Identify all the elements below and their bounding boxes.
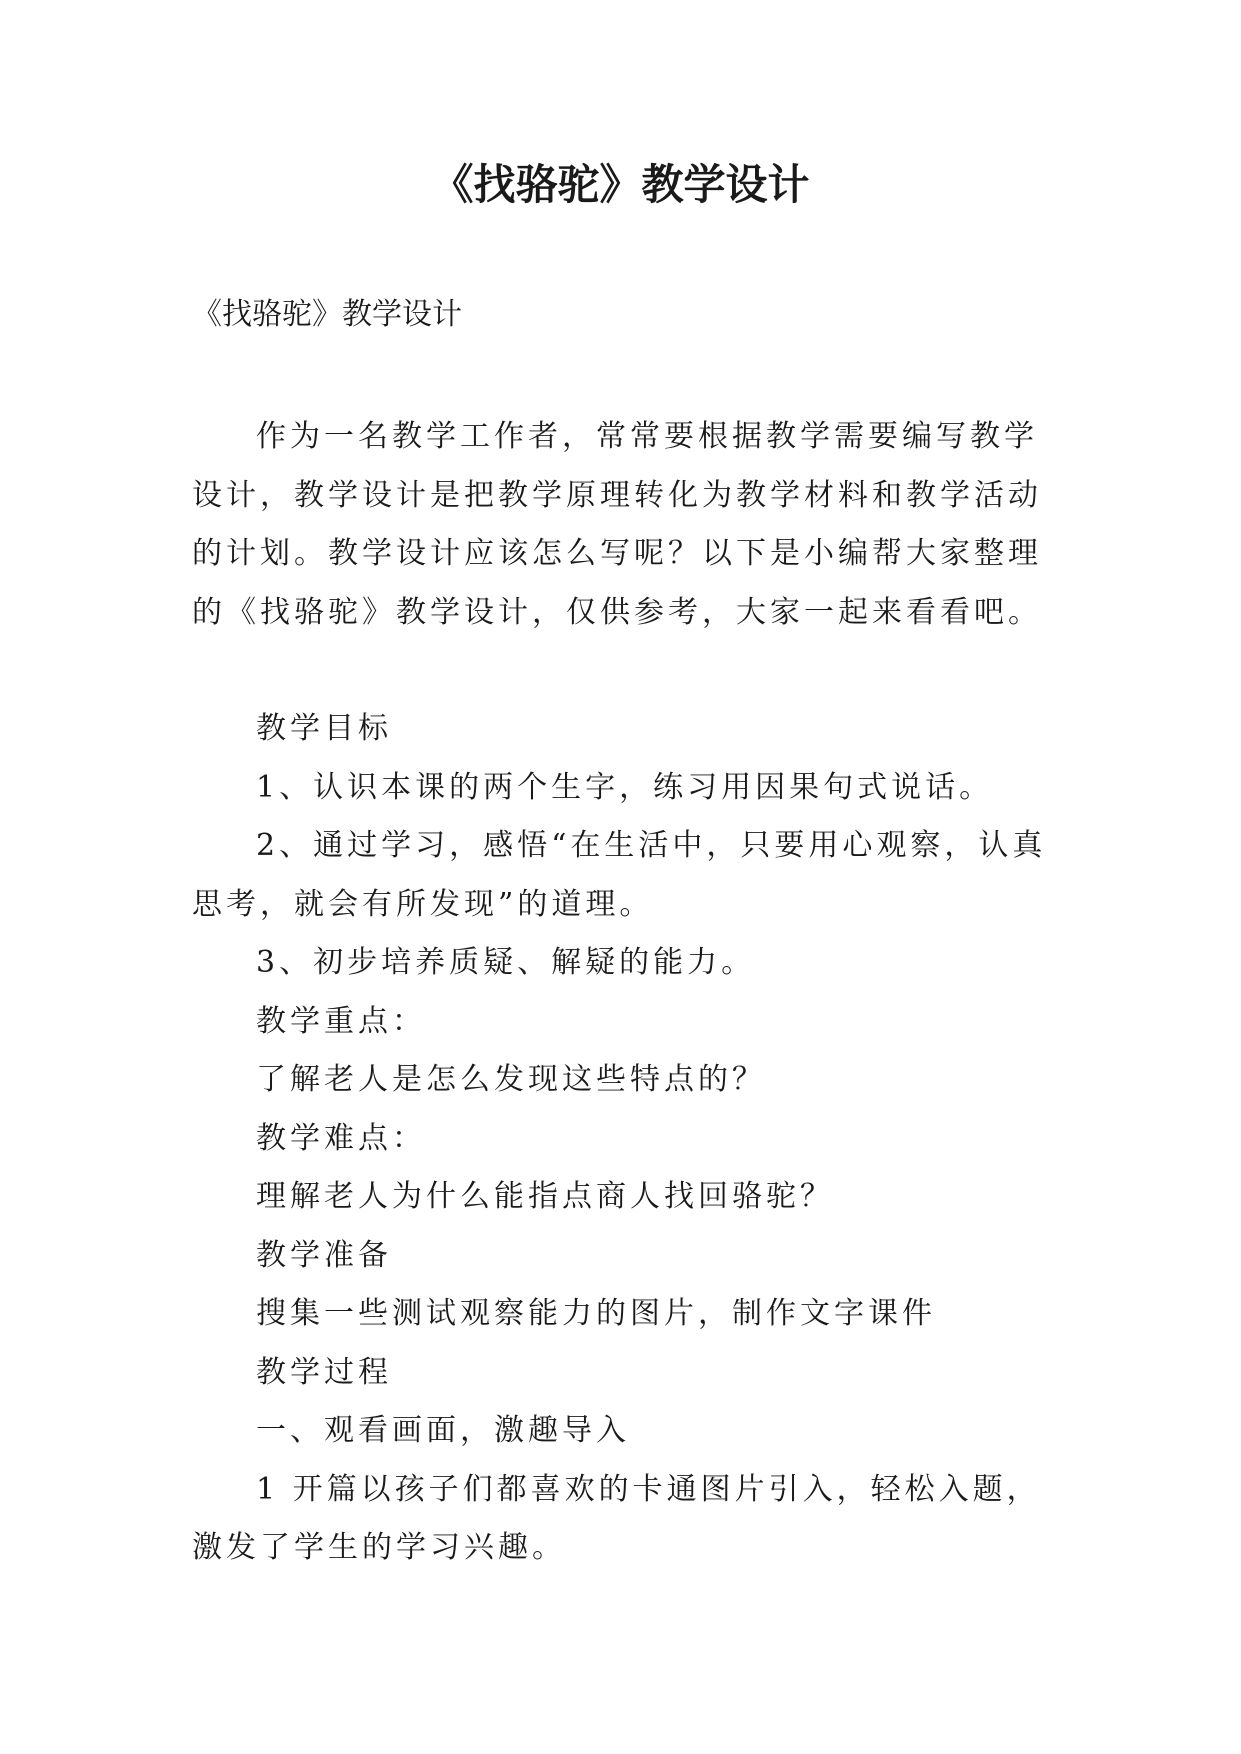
prep-heading: 教学准备 bbox=[256, 1237, 392, 1273]
key-text: 了解老人是怎么发现这些特点的？ bbox=[256, 1062, 766, 1097]
document-subtitle: 《找骆驼》教学设计 bbox=[192, 297, 462, 332]
process-heading: 教学过程 bbox=[256, 1354, 392, 1390]
intro-paragraph: 作为一名教学工作者，常常要根据教学需要编写教学设计，教学设计是把教学原理转化为教学材料和教学活动的计划。教学设计应该怎么写呢？以下是小编帮大家整理的《找骆驼》教学设计，仅供参考，大家一起来看看吧。 bbox=[192, 419, 1042, 630]
step-1-heading: 一、观看画面，激趣导入 bbox=[256, 1413, 630, 1448]
prep-text: 搜集一些测试观察能力的图片，制作文字课件 bbox=[256, 1296, 936, 1331]
difficulty-heading: 教学难点： bbox=[256, 1120, 426, 1156]
key-heading: 教学重点： bbox=[256, 1003, 426, 1039]
goals-heading: 教学目标 bbox=[256, 711, 392, 746]
difficulty-text: 理解老人为什么能指点商人找回骆驼？ bbox=[256, 1179, 834, 1214]
document-body bbox=[192, 408, 1056, 1578]
step-1-text: 1 开篇以孩子们都喜欢的卡通图片引入，轻松入题，激发了学生的学习兴趣。 bbox=[192, 1471, 1041, 1565]
goal-1: 1、认识本课的两个生字，练习用因果句式说话。 bbox=[256, 769, 994, 805]
goal-3: 3、初步培养质疑、解疑的能力。 bbox=[256, 945, 756, 980]
document-title: 《找骆驼》教学设计 bbox=[431, 160, 810, 209]
goal-2: 2、通过学习，感悟“在生活中，只要用心观察，认真思考，就会有所发现”的道理。 bbox=[192, 828, 1047, 922]
